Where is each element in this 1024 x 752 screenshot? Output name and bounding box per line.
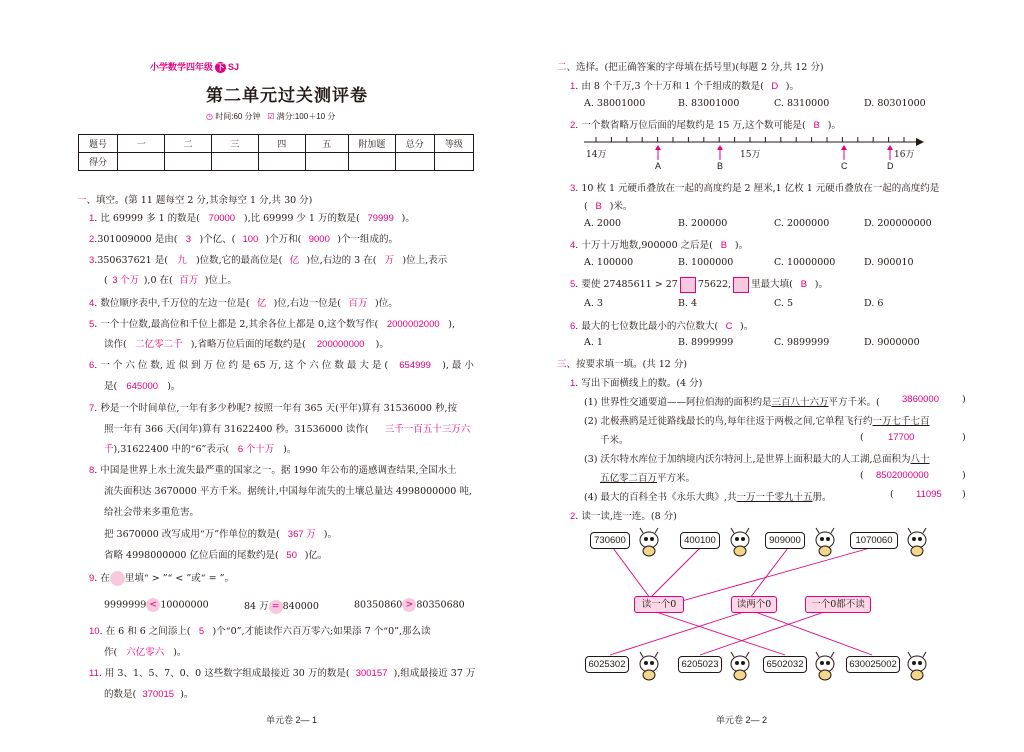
- series-label: 小学数学四年级 下 SJ: [150, 62, 240, 72]
- question-5-line2: 读作( 二亿零二千 ),省略万位后面的尾数约是( 200000000 )。: [104, 339, 389, 350]
- point-A: A: [655, 161, 662, 171]
- question-10: 10. 在 6 和 6 之间添上( 5 )个“0”,才能读作六百万零六;如果添 7 个“0”,那么读: [89, 626, 431, 637]
- blank-square-icon: [680, 277, 696, 293]
- question-8-line3: 给社会带来多重危害。: [104, 507, 200, 518]
- question-6-line2: 是( 645000 )。: [104, 381, 181, 392]
- score-table: [78, 134, 474, 171]
- compare-row: 9999999 < 10000000 84 万 = 840000 80350860 > 80350680: [104, 599, 465, 612]
- number-card-400100[interactable]: 400100: [680, 532, 720, 549]
- question-8-line2: 流失面积达 3670000 平方千米。据统计,中国每年流失的土壤总量达 4998000000 吨,: [104, 486, 472, 497]
- clock-icon: ◷: [206, 112, 213, 121]
- task-1-1: (1) 世界性交通要道——阿拉伯海的面积约是三百八十六万平方千米。( 3860000 ): [584, 394, 966, 408]
- question-2: 2.301009000 是由( 3 )个亿、( 100 )个万和( 9000 )个一组成的。: [89, 234, 399, 245]
- bee-mascot-icon: [810, 650, 840, 682]
- score-row-label: 得分: [79, 153, 118, 171]
- question-3-line2: ( 3 个万 ),0 在( 百万 )位上。: [104, 275, 237, 286]
- question-11-line2: 的数是( 370015 )。: [104, 689, 194, 700]
- label-read-two-zeros[interactable]: 读两个0: [731, 596, 777, 613]
- left-footer: 单元卷 2— 1: [266, 715, 318, 725]
- compare-circle-1: <: [146, 598, 160, 612]
- question-8-line4: 把 3670000 改写成用“万”作单位的数是( 367 万 )。: [104, 529, 337, 540]
- line-label-14: 14万: [586, 150, 607, 160]
- choice-3-line2: ( B )米。: [584, 201, 633, 212]
- score-cell: [434, 153, 473, 171]
- blank-square-icon-2: [733, 277, 749, 293]
- question-5: 5. 一个十位数,最高位和千位上都是 2,其余各位上都是 0,这个数写作( 2000002000 ),: [89, 319, 455, 330]
- task-2: 2. 读一读,连一连。(8 分): [570, 511, 677, 522]
- question-4: 4. 数位顺序表中,千万位的左边一位是( 亿 )位,右边一位是( 百万 )位。: [89, 298, 398, 309]
- score-header-cell: 等级: [434, 135, 473, 153]
- question-11: 11. 用 3、1、5、7、0、0 这些数字组成最接近 30 万的数是( 300157 ),组成最接近 37 万: [89, 668, 476, 679]
- choice-1: 1. 由 8 个千万,3 个十万和 1 个千组成的数是( D )。: [570, 81, 800, 92]
- task-1: 1. 写出下面横线上的数。(4 分): [570, 378, 703, 389]
- choice-6: 6. 最大的七位数比最小的六位数大( C )。: [570, 321, 754, 332]
- question-6: 6. 一 个 六 位 数, 近 似 到 万 位 约 是 65 万, 这 个 六 位 数 最 大 是 ( 654999 ), 最 小: [89, 360, 474, 371]
- question-1: 1. 比 69999 多 1 的数是( 70000 ),比 69999 少 1 万的数是( 79999 )。: [89, 213, 415, 224]
- score-cell: [165, 153, 212, 171]
- bee-mascot-icon: [725, 650, 755, 682]
- score-header-cell: 附加题: [348, 135, 395, 153]
- point-C: C: [841, 161, 848, 171]
- label-read-no-zero[interactable]: 一个0都不读: [805, 596, 871, 613]
- bee-mascot-icon: [902, 650, 932, 682]
- right-footer: 单元卷 2— 2: [716, 715, 768, 725]
- bee-mascot-icon: [810, 526, 840, 558]
- bee-mascot-icon: [634, 526, 664, 558]
- blank-circle-icon: [110, 571, 125, 586]
- question-8-line5: 省略 4998000000 亿位后面的尾数约是( 50 )亿。: [104, 550, 328, 561]
- score-header-cell: 四: [258, 135, 305, 153]
- section-3-heading: 三、按要求填一填。(共 12 分): [557, 359, 688, 370]
- score-header-cell: 三: [211, 135, 258, 153]
- number-card-1070060[interactable]: 1070060: [850, 532, 898, 549]
- question-7: 7. 秒是一个时间单位,一年有多少秒呢? 按照一年有 365 天(平年)算有 31536000 秒,按: [89, 403, 457, 414]
- section-1-heading: 一、填空。(第 11 题每空 2 分,其余每空 1 分,共 30 分): [77, 195, 313, 206]
- number-card-730600[interactable]: 730600: [590, 532, 630, 549]
- choice-4: 4. 十万十万地数,900000 之后是( B )。: [570, 240, 749, 251]
- exam-meta: ◷ 时间:60 分钟 ☑ 满分:100＋10 分: [206, 112, 336, 121]
- score-header-cell: 五: [305, 135, 348, 153]
- choice-5: 5. 要使 27485611 > 27 75622, 里最大填( B )。: [570, 276, 828, 293]
- task-1-3-line2: 五亿零二百万平方米。 ( 8502000000 ): [600, 470, 966, 484]
- point-B: B: [717, 161, 724, 171]
- compare-circle-3: >: [402, 598, 416, 612]
- bee-mascot-icon: [634, 650, 664, 682]
- task-1-2: (2) 北极燕鸥是迁徙路线最长的鸟,每年往返于两极之间,它单程飞行约一万七千七百: [584, 416, 930, 427]
- choice-3: 3. 10 枚 1 元硬币叠放在一起的高度约是 2 厘米,1 亿枚 1 元硬币叠放在一起的高度约是: [570, 183, 940, 194]
- number-card-909000[interactable]: 909000: [765, 532, 805, 549]
- score-header-cell: 二: [165, 135, 212, 153]
- score-cell: [348, 153, 395, 171]
- line-label-15: 15万: [740, 150, 761, 160]
- score-cell: [395, 153, 434, 171]
- question-8: 8. 中国是世界上水土流失最严重的国家之一。据 1990 年公布的遥感调查结果,全国水土: [89, 465, 457, 476]
- score-header-cell: 题号: [79, 135, 118, 153]
- compare-circle-2: =: [269, 600, 283, 614]
- line-label-16: 16万: [894, 150, 915, 160]
- score-cell: [211, 153, 258, 171]
- choice-2: 2. 一个数省略万位后面的尾数约是 15 万,这个数可能是( B )。: [570, 120, 841, 131]
- question-10-line2: 作( 六亿零六 )。: [104, 647, 187, 658]
- number-card-6205023[interactable]: 6205023: [678, 656, 722, 673]
- bee-mascot-icon: [902, 526, 932, 558]
- score-header-cell: 总分: [395, 135, 434, 153]
- task-1-4: (4) 最大的百科全书《永乐大典》,共一万一千零九十五册。 ( 11095 ): [584, 489, 966, 503]
- score-cell: [118, 153, 165, 171]
- page-title: 第二单元过关测评卷: [206, 86, 368, 106]
- question-7-line2: 照一年有 366 天(闰年)算有 31622400 秒。31536000 读作( 三千一百五十三万六: [104, 424, 471, 435]
- question-3: 3.350637621 是( 九 )位数,它的最高位是( 亿 )位,右边的 3 在( 万 )位上,表示: [89, 255, 448, 266]
- label-read-one-zero[interactable]: 读一个0: [634, 596, 684, 613]
- question-9: 9. 在 里填“ > ”“ < ”或“ = ”。: [89, 573, 234, 584]
- number-card-6502032[interactable]: 6502032: [763, 656, 807, 673]
- score-cell: [305, 153, 348, 171]
- score-cell: [258, 153, 305, 171]
- point-D: D: [887, 161, 894, 171]
- bee-mascot-icon: [725, 526, 755, 558]
- task-1-2-line2: 千米。 ( 17700 ): [600, 432, 966, 446]
- grade-badge: 下: [216, 63, 225, 72]
- section-2-heading: 二、选择。(把正确答案的字母填在括号里)(每题 2 分,共 12 分): [557, 62, 824, 73]
- score-header-cell: 一: [118, 135, 165, 153]
- task-1-3: (3) 沃尔特水库位于加纳境内沃尔特河上,是世界上面积最大的人工湖,总面积为八十: [584, 454, 930, 465]
- question-7-line3: 千),31622400 中的“6”表示( 6 个十万 )。: [104, 444, 297, 455]
- number-card-630025002[interactable]: 630025002: [846, 656, 900, 673]
- number-card-6025302[interactable]: 6025302: [585, 656, 629, 673]
- checkbox-icon: ☑: [267, 112, 275, 121]
